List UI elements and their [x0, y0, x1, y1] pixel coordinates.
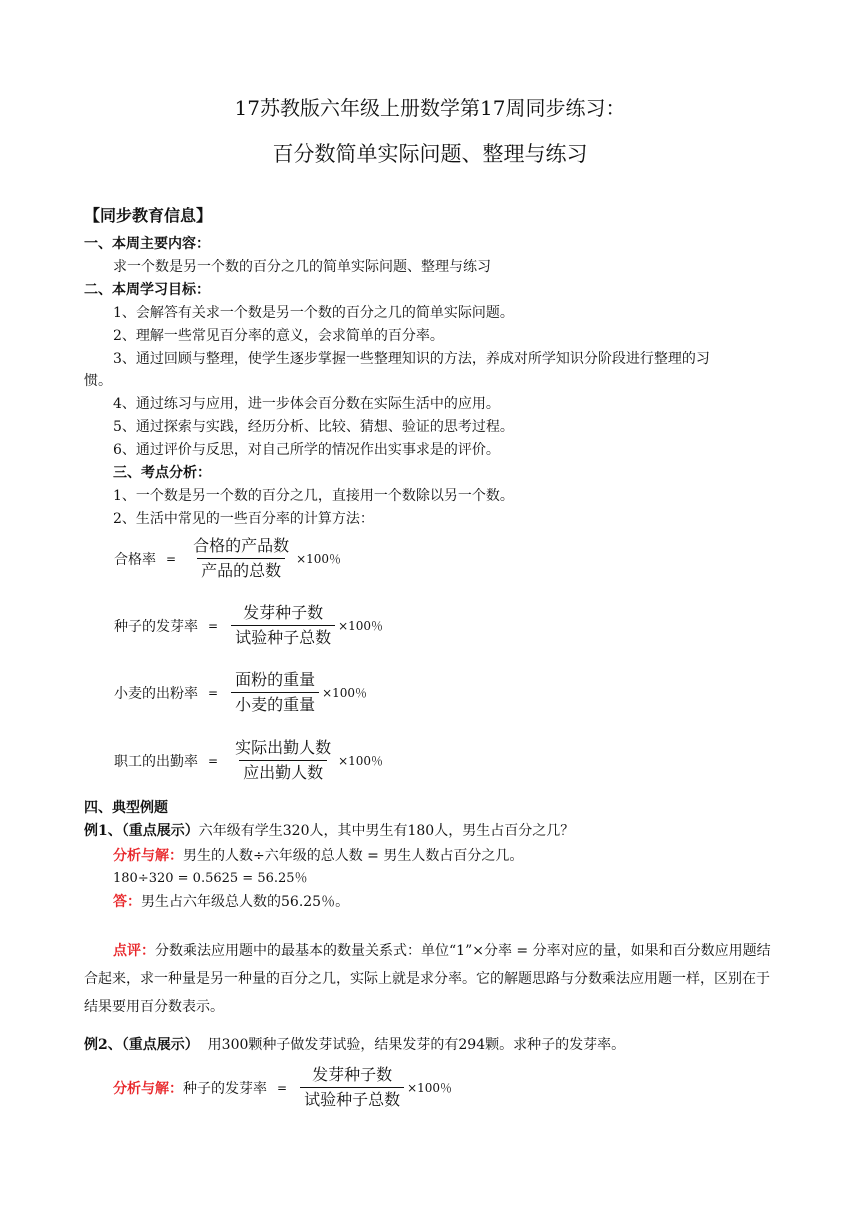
times-100-percent: ×100％ [338, 619, 384, 633]
comment-text: 分数乘法应用题中的最基本的数量关系式：单位“1”×分率 = 分率对应的量，如果和百分数应用题结合起来，求一种量是另一种量的百分之几，实际上就是求分率。它的解题思路与分数乘法应用题一样，区别在于结果要用百分数表示。 [84, 943, 771, 1015]
formula-label: 职工的出勤率 [114, 753, 198, 770]
equals-sign: = [166, 551, 177, 566]
section-2-heading: 二、本周学习目标： [84, 282, 210, 298]
formula-label: 种子的发芽率 [114, 618, 198, 635]
example-1-question-text: 六年级有学生320人，其中男生有180人，男生占百分之几？ [198, 823, 575, 839]
example-2-label: 例2、（重点展示） [84, 1037, 199, 1053]
example-1-comment [84, 937, 776, 1021]
analysis-item: 2、生活中常见的一些百分率的计算方法： [113, 511, 374, 527]
formula-label: 小麦的出粉率 [114, 685, 198, 702]
example-1-question [84, 821, 574, 841]
goal-item: 5、通过探索与实践，经历分析、比较、猜想、验证的思考过程。 [113, 419, 514, 435]
section-1-heading: 一、本周主要内容： [84, 236, 210, 252]
goal-item: 6、通过评价与反思，对自己所学的情况作出实事求是的评价。 [113, 442, 500, 458]
section-4-heading: 四、典型例题 [84, 800, 168, 816]
goal-item-continuation: 惯。 [84, 373, 112, 389]
section-1-content: 求一个数是另一个数的百分之几的简单实际问题、整理与练习 [113, 259, 491, 275]
section-3-heading: 三、考点分析： [113, 465, 211, 481]
numerator: 发芽种子数 [312, 1065, 393, 1084]
example-1-calculation: 180÷320 = 0.5625 = 56.25％ [113, 871, 308, 886]
equals-sign: = [208, 685, 219, 700]
times-100-percent: ×100％ [407, 1081, 453, 1095]
goal-item: 1、会解答有关求一个数是另一个数的百分之几的简单实际问题。 [113, 305, 514, 321]
example-2-question-text: 用300颗种子做发芽试验，结果发芽的有294颗。求种子的发芽率。 [207, 1037, 626, 1053]
analysis-label: 分析与解： [113, 848, 183, 864]
equals-sign: = [208, 618, 219, 633]
comment-label: 点评： [113, 943, 155, 959]
analysis-item: 1、一个数是另一个数的百分之几，直接用一个数除以另一个数。 [113, 488, 514, 504]
title-line-2: 百分数简单实际问题、整理与练习 [272, 142, 588, 166]
formula-pass-rate [114, 535, 341, 582]
goal-item: 4、通过练习与应用，进一步体会百分数在实际生活中的应用。 [113, 396, 500, 412]
title-line-1: 17苏教版六年级上册数学第17周同步练习： [234, 96, 626, 120]
goal-item: 3、通过回顾与整理，使学生逐步掌握一些整理知识的方法，养成对所学知识分阶段进行整理的习 [113, 351, 710, 367]
denominator: 小麦的重量 [231, 692, 319, 716]
example-2-question [84, 1035, 625, 1055]
formula-attendance-rate [114, 737, 383, 784]
analysis-text: 男生的人数÷六年级的总人数 = 男生人数占百分之几。 [183, 848, 524, 864]
fraction [231, 669, 319, 716]
answer-text: 男生占六年级总人数的56.25％。 [141, 894, 350, 910]
equals-sign: = [208, 753, 219, 768]
formula-label: 合格率 [114, 551, 156, 568]
example-1-analysis [113, 846, 523, 866]
formula-germination-rate [114, 602, 383, 649]
numerator: 面粉的重量 [235, 670, 316, 689]
formula-label: 种子的发芽率 [183, 1080, 267, 1097]
formula-flour-rate [114, 669, 367, 716]
fraction [300, 1064, 404, 1111]
times-100-percent: ×100％ [322, 686, 368, 700]
example-1-answer [113, 892, 349, 912]
denominator: 产品的总数 [197, 558, 285, 582]
answer-label: 答： [113, 894, 141, 910]
fraction [231, 737, 335, 784]
example-2-analysis-formula [113, 1064, 452, 1111]
denominator: 应出勤人数 [239, 760, 327, 784]
numerator: 实际出勤人数 [235, 738, 332, 757]
numerator: 发芽种子数 [243, 603, 324, 622]
times-100-percent: ×100％ [338, 754, 384, 768]
denominator: 试验种子总数 [300, 1087, 404, 1111]
fraction [189, 535, 293, 582]
analysis-label: 分析与解： [113, 1080, 183, 1097]
goal-item: 2、理解一些常见百分率的意义，会求简单的百分率。 [113, 328, 444, 344]
equals-sign: = [277, 1080, 288, 1095]
example-1-label: 例1、（重点展示） [84, 823, 199, 839]
fraction [231, 602, 335, 649]
numerator: 合格的产品数 [193, 536, 290, 555]
info-header: 【同步教育信息】 [84, 206, 213, 225]
denominator: 试验种子总数 [231, 625, 335, 649]
times-100-percent: ×100％ [296, 552, 342, 566]
